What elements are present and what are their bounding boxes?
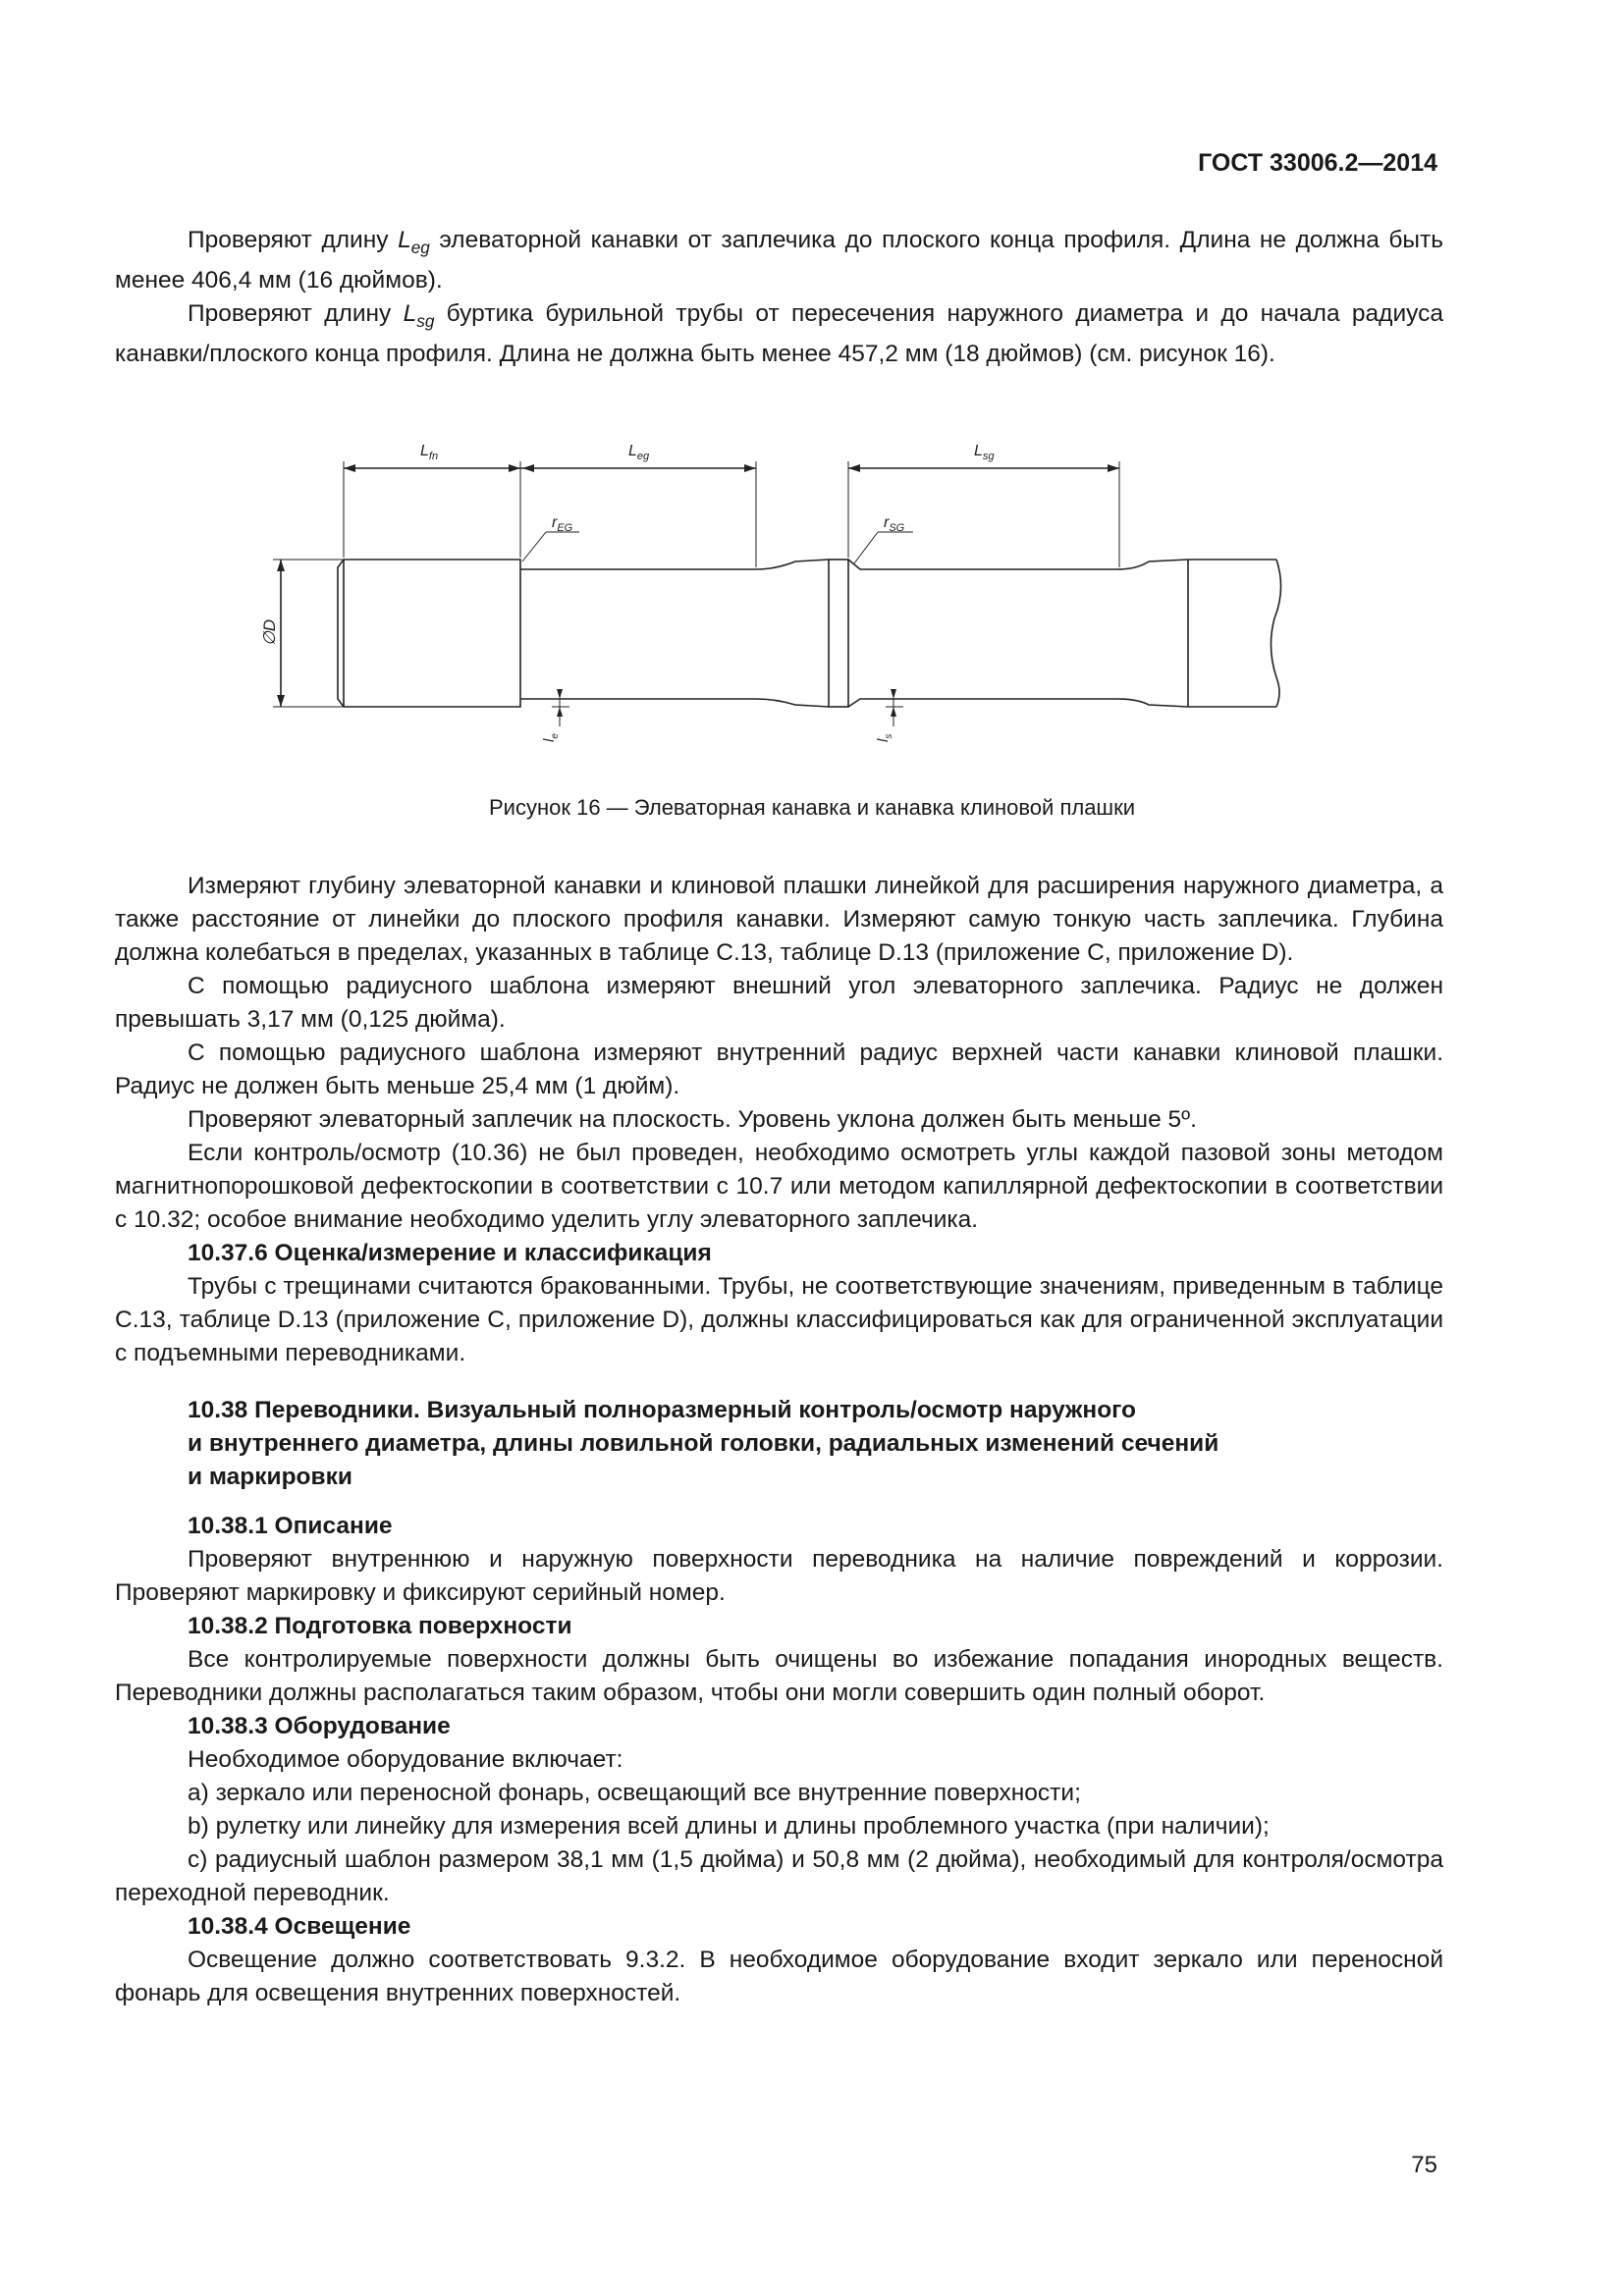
- section-10-37-6-title: 10.37.6 Оценка/измерение и классификация: [188, 1240, 712, 1266]
- paragraph-flatness: Проверяют элеваторный заплечик на плоскость. Уровень уклона должен быть меньше 5º.: [188, 1106, 1197, 1133]
- paragraph-depth: Измеряют глубину элеваторной канавки и клиновой плашки линейкой для расширения наружного диаметра, а также расстояние от линейки до плоского профиля канавки. Измеряют самую тонкую часть заплечика. Глубина должна колебаться в пределах, указанных в таблице С.13, таблице D.13 (приложение С, приложение D).: [115, 873, 1443, 966]
- lsg-label: $L_{sg}$: [974, 443, 995, 462]
- break-line: [1271, 560, 1280, 707]
- section-10-38-heading-line1: 10.38 Переводники. Визуальный полноразмерный контроль/осмотр наружного: [188, 1397, 1137, 1423]
- paragraph-mpi: Если контроль/осмотр (10.36) не был проведен, необходимо осмотреть углы каждой пазовой зоны методом магнитнопорошковой дефектоскопии в соответствии с 10.7 или методом капиллярной дефектоскопии в соответствии с 10.32; особое внимание необходимо уделить углу элеваторного заплечика.: [115, 1140, 1443, 1233]
- elevator-groove-top: [520, 560, 829, 569]
- rsg-label: $r_{SG}$: [884, 514, 905, 534]
- page-number: 75: [1411, 2152, 1437, 2178]
- figure-caption: Рисунок 16 — Элеваторная канавка и канавка клиновой плашки: [489, 795, 1135, 820]
- list-item-a: а) зеркало или переносной фонарь, освещающий все внутренние поверхности;: [188, 1780, 1081, 1806]
- section-10-38-3-intro: Необходимое оборудование включает:: [188, 1746, 623, 1773]
- lfn-label: $L_{fn}$: [420, 443, 439, 462]
- section-10-38-1-text: Проверяют внутреннюю и наружную поверхности переводника на наличие повреждений и коррозии. Проверяют маркировку и фиксируют серийный номер.: [115, 1546, 1443, 1606]
- le-label: $l_e$: [541, 733, 561, 742]
- section-10-38-heading-line2: и внутреннего диаметра, длины ловильной головки, радиальных изменений сечений: [188, 1430, 1219, 1457]
- section-10-38-4-text: Освещение должно соответствовать 9.3.2. В необходимое оборудование входит зеркало или переносной фонарь для освещения внутренних поверхностей.: [115, 1947, 1443, 2006]
- section-10-38-2-title: 10.38.2 Подготовка поверхности: [188, 1613, 572, 1639]
- paragraph-inner-radius: С помощью радиусного шаблона измеряют внутренний радиус верхней части канавки клиновой плашки. Радиус не должен быть меньше 25,4 мм (1 дюйм).: [115, 1040, 1443, 1099]
- leg-label: $L_{eg}$: [628, 443, 650, 462]
- section-10-38-2-text: Все контролируемые поверхности должны быть очищены во избежание попадания инородных веществ. Переводники должны располагаться таким образом, чтобы они могли совершить один полный оборот.: [115, 1646, 1443, 1706]
- reg-label: $r_{EG}$: [552, 514, 573, 534]
- list-item-b: b) рулетку или линейку для измерения всей длины и длины проблемного участка (при наличии);: [188, 1813, 1270, 1840]
- slip-groove-bottom: [848, 699, 1188, 707]
- section-10-38-heading-line3: и маркировки: [188, 1464, 352, 1490]
- intro-block: [115, 224, 1443, 371]
- section-10-38-3-title: 10.38.3 Оборудование: [188, 1713, 451, 1739]
- list-item-c: с) радиусный шаблон размером 38,1 мм (1,5 дюйма) и 50,8 мм (2 дюйма), необходимый для контроля/осмотра переходной переводник.: [115, 1846, 1443, 1906]
- diameter-label: ∅D: [260, 618, 279, 646]
- paragraph-leg: Проверяют длину $L_{eg}$ элеваторной канавки от заплечика до плоского конца профиля. Длина не должна быть менее 406,4 мм (16 дюймов).: [115, 227, 1443, 294]
- section-10-38-4-title: 10.38.4 Освещение: [188, 1913, 411, 1940]
- pin-end-body: [338, 560, 520, 707]
- elevator-groove-bottom: [520, 699, 829, 707]
- slip-groove-top: [848, 560, 1188, 569]
- section-10-38-1-title: 10.38.1 Описание: [188, 1513, 393, 1539]
- main-body: [115, 870, 1443, 2010]
- ls-label: $l_s$: [875, 733, 894, 742]
- standard-header: ГОСТ 33006.2—2014: [1198, 149, 1437, 177]
- shoulder-ring: [829, 560, 848, 707]
- paragraph-outer-radius: С помощью радиусного шаблона измеряют внешний угол элеваторного заплечика. Радиус не должен превышать 3,17 мм (0,125 дюйма).: [115, 973, 1443, 1033]
- section-10-37-6-text: Трубы с трещинами считаются бракованными. Трубы, не соответствующие значениям, приведенным в таблице С.13, таблице D.13 (приложение С, приложение D), должны классифицироваться как для ограниченной эксплуатации с подъемными переводниками.: [115, 1273, 1443, 1366]
- figure-16-drawing: [260, 422, 1286, 746]
- paragraph-lsg: Проверяют длину $L_{sg}$ буртика бурильной трубы от пересечения наружного диаметра и до начала радиуса канавки/плоского конца профиля. Длина не должна быть менее 457,2 мм (18 дюймов) (см. рисунок 16).: [115, 299, 1444, 367]
